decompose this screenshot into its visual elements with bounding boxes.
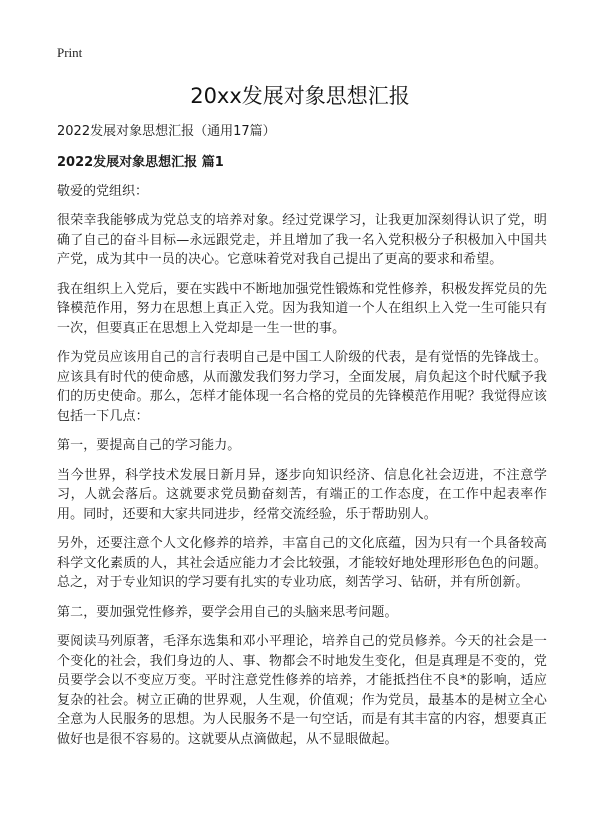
- print-link[interactable]: Print: [57, 45, 83, 60]
- document-title: 20xx发展对象思想汇报: [190, 84, 410, 108]
- paragraph-2: 我在组织上入党后，要在实践中不断地加强党性锻炼和党性修养，积极发挥党员的先锋模范作用，努力在思想上真正入党。因为我知道一个人在组织上入党一生可能只有一次，但要真正在思想上入党却是一生一世的事。: [57, 281, 547, 336]
- section-heading: 2022发展对象思想汇报 篇1: [57, 155, 224, 170]
- greeting: 敬爱的党组织：: [57, 184, 149, 199]
- document-body: [57, 122, 547, 749]
- paragraph-5: 当今世界，科学技术发展日新月异，逐步向知识经济、信息化社会迈进，不注意学习，人就会落后。这就要求党员勤奋刻苦，有端正的工作态度，在工作中起表率作用。同时，还要和大家共同进步，经常交流经验，乐于帮助别人。: [57, 467, 547, 522]
- paragraph-1: 很荣幸我能够成为党总支的培养对象。经过党课学习，让我更加深刻得认识了党，明确了自己的奋斗目标—永远跟党走，并且增加了我一名入党积极分子积极加入中国共产党，成为其中一员的决心。它意味着党对我自己提出了更高的要求和希望。: [57, 213, 547, 267]
- paragraph-3: 作为党员应该用自己的言行表明自己是中国工人阶级的代表，是有觉悟的先锋战士。应该具有时代的使命感，从而激发我们努力学习，全面发展，肩负起这个时代赋予我们的历史使命。那么，怎样才能体现一名合格的党员的先锋模范作用呢？我觉得应该包括一下几点：: [57, 350, 547, 424]
- paragraph-4: 第一，要提高自己的学习能力。: [57, 438, 241, 453]
- document-subtitle: 2022发展对象思想汇报（通用17篇）: [57, 124, 276, 139]
- paragraph-6: 另外，还要注意个人文化修养的培养，丰富自己的文化底蕴，因为只有一个具备较高科学文化素质的人，其社会适应能力才会比较强，才能较好地处理形形色色的问题。总之，对于专业知识的学习要有扎实的专业功底，刻苦学习、钻研，并有所创新。: [57, 536, 547, 590]
- paragraph-8: 要阅读马列原著，毛泽东选集和邓小平理论，培养自己的党员修养。今天的社会是一个变化的社会，我们身边的人、事、物都会不时地发生变化，但是真理是不变的，党员要学会以不变应万变。平时注意党性修养的培养，才能抵挡住不良*的影响，适应复杂的社会。树立正确的世界观，人生观，价值观；作为党员，最基本的是树立全心全意为人民服务的思想。为人民服务不是一句空话，而是有其丰富的内容，想要真正做好也是很不容易的。这就要从点滴做起，从不显眼做起。: [57, 634, 547, 747]
- paragraph-7: 第二，要加强党性修养，要学会用自己的头脑来思考问题。: [57, 604, 398, 620]
